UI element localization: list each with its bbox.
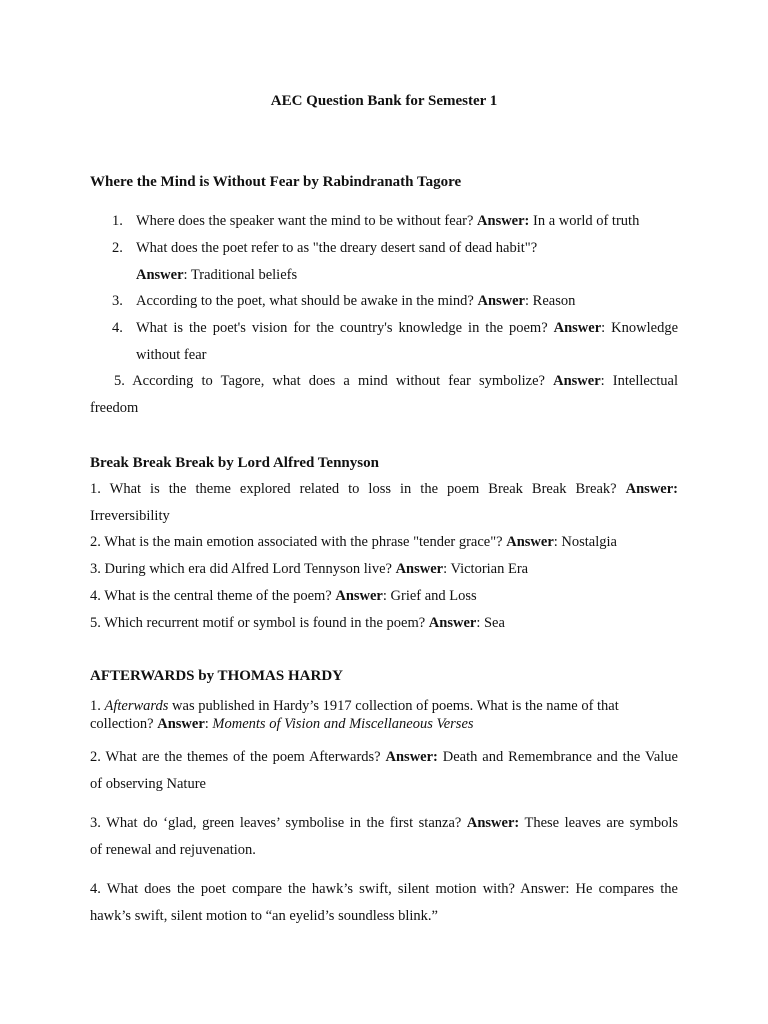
list-item: 1. Afterwards was published in Hardy’s 1917 collection of poems. What is the name of that collection? Answer: Moments of Vision and Miscellaneous Verses [90,698,619,732]
list-item: 1. Where does the speaker want the mind to be without fear? Answer: In a world of truth [112,213,640,229]
list-item: 5. According to Tagore, what does a mind without fear symbolize? Answer: Intellectual freedom [90,373,678,416]
section-heading-tagore: Where the Mind is Without Fear by Rabindranath Tagore [90,174,462,190]
list-item: 4. What is the poet's vision for the country's knowledge in the poem? Answer: Knowledge without fear [112,320,679,363]
section-heading-tennyson: Break Break Break by Lord Alfred Tennyson [90,455,379,471]
list-item: 3. According to the poet, what should be awake in the mind? Answer: Reason [112,293,576,309]
list-item: 5. Which recurrent motif or symbol is found in the poem? Answer: Sea [90,615,505,631]
list-item: 3. During which era did Alfred Lord Tennyson live? Answer: Victorian Era [90,561,529,577]
list-item: 4. What does the poet compare the hawk’s swift, silent motion with? Answer: He compares the hawk’s swift, silent motion to “an eyelid’s soundless blink.” [90,881,678,924]
list-item: 2. What is the main emotion associated with the phrase "tender grace"? Answer: Nostalgia [90,534,617,550]
list-item: 1. What is the theme explored related to loss in the poem Break Break Break? Answer: Irreversibility [90,481,678,524]
list-item: 4. What is the central theme of the poem? Answer: Grief and Loss [90,588,477,604]
page-title: AEC Question Bank for Semester 1 [270,93,498,109]
list-item: 2. What does the poet refer to as "the dreary desert sand of dead habit"? Answer: Traditional beliefs [112,240,538,283]
list-item: 3. What do ‘glad, green leaves’ symbolise in the first stanza? Answer: These leaves are symbols of renewal and rejuvenation. [90,815,679,858]
list-item: 2. What are the themes of the poem Afterwards? Answer: Death and Remembrance and the Value of observing Nature [90,749,678,792]
section-heading-hardy: AFTERWARDS by THOMAS HARDY [90,668,343,684]
